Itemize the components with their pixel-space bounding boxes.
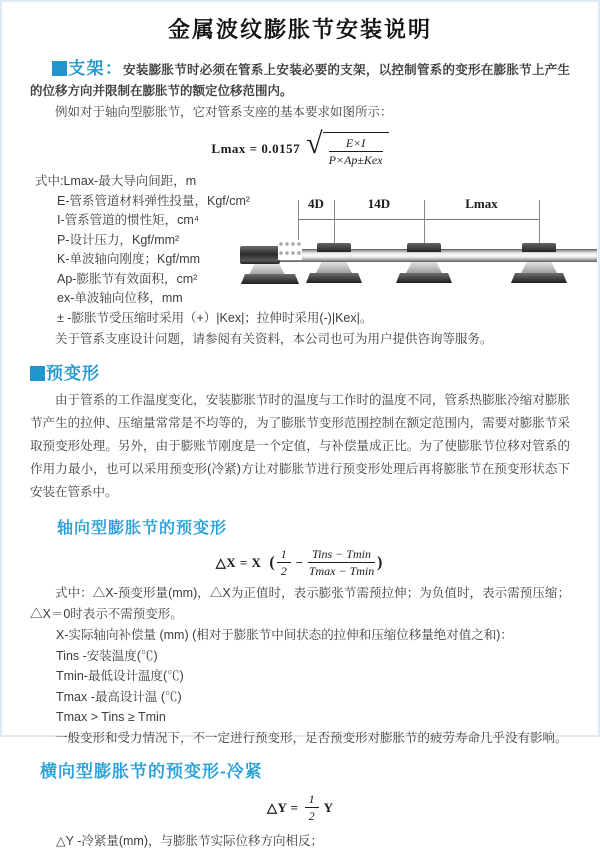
half-numerator: 1 [277,547,291,563]
support-base [306,273,362,283]
predeform-body: 由于管系的工作温度变化，安装膨胀节时的温度与工作时的温度不同，管系热膨胀冷缩对膨胀节产生的拉伸、压缩量常常是不均等的，为了膨胀节变形范围控制在额定范围内，需要对膨胀节采取预变形处理。另外，由于膨账节刚度是一个定值，与补偿量成正比。为了使膨胀节位移对管系的作用力最小，也可以采用预变形(冷紧)方让对膨胀节进行预变形处理后再将膨胀节在预变形状态下安装在管系中。 [30,393,570,499]
close-paren: ) [376,553,383,571]
support-intro-text: 安装膨胀节时必须在管系上安装必要的支架，以控制管系的变形在膨胀节上产生的位移方向并限制在膨胀节的额定位移范围内。 [30,63,570,98]
dy-formula-rhs: Y [323,799,333,815]
radicand [323,132,389,167]
dy-formula-lhs: △Y = [267,799,299,815]
predeform-heading-row [30,363,570,386]
section-marker-icon [30,366,45,381]
definition-item: P-设计压力，Kgf/mm² [57,232,180,247]
minus-operator: − [295,554,304,570]
support-note: 关于管系支座设计问题，请参阅有关资料，本公司也可为用户提供咨询等服务。 [55,332,493,346]
dx-formula-row [30,547,570,578]
dy-half-numerator: 1 [305,792,319,808]
dx-explain: 式中：△X-预变形量(mm)，△X为正值时，表示膨张节需预拉伸；为负值时，表示需预压缩；△X＝0时表示不需预变形。 [30,586,570,621]
dimension-label-4d: 4D [308,196,324,211]
lmax-fraction-denominator: P×Ap±Kex [328,153,383,167]
radical-sign: √ [306,127,323,160]
open-paren: ( [269,553,275,571]
dy-formula-row [30,792,570,823]
dy-explain: △Y -冷紧量(mm)，与膨胀节实际位移方向相反； [56,834,324,848]
half-denominator: 2 [280,564,287,578]
pipe-support-diagram [240,196,600,294]
half-fraction [277,547,291,578]
lmax-formula-row [30,127,570,167]
axial-item-list [30,625,570,728]
guide-support [306,243,362,284]
dx-formula-lhs: △X = X [215,554,262,570]
temp-denominator: Tmax − Tmin [308,564,375,578]
definition-item: ± -膨胀节受压缩时采用（+）|Kex|；拉伸时采用(-)|Kex|。 [57,310,373,325]
lmax-formula [211,127,388,167]
support-pedestal [406,262,442,273]
dimension-label-14d: 14D [367,196,391,211]
document-content [2,58,598,852]
definition-item: Ap-膨胀节有效面积，cm² [57,271,198,286]
bellows-icon [278,240,302,260]
dy-formula [267,792,333,823]
support-section-heading: 支架： [68,59,124,78]
definition-item: I-管系管道的惯性矩，cm⁴ [57,213,200,227]
page-title: 金属波纹膨胀节安装说明 [167,17,432,42]
support-pedestal [521,262,557,273]
definition-item: 式中:Lmax-最大导向间距，m [35,174,197,188]
section-marker-icon [52,61,67,76]
dimension-label-lmax: Lmax [465,196,498,211]
lmax-fraction-numerator: E×I [329,136,383,152]
predeform-section-heading: 预变形 [46,364,100,383]
guide-support [511,243,567,284]
support-cap [522,243,556,252]
axial-item: Tmax -最高设计温 (℃) [56,689,182,704]
temperature-fraction [308,547,375,578]
anchor-support [240,246,280,264]
definition-item: K-单波轴向刚度；Kgf/mm [57,252,201,266]
anchor-pedestal [249,264,285,275]
support-pedestal [316,262,352,273]
definition-item: ex-单波轴向位移，mm [57,291,183,305]
guide-support [396,243,452,284]
support-example-line: 例如对于轴向型膨胀节，它对管系支座的基本要求如图所示： [55,105,393,119]
temp-numerator: Tins − Tmin [308,547,375,563]
axial-closing: 一般变形和受力情况下，不一定进行预变形，足否预变形对膨胀节的疲劳寿命几乎没有影响。 [55,730,568,745]
support-base [511,273,567,283]
dy-half-fraction [305,792,319,823]
axial-item: Tins -安装温度(℃) [56,648,158,663]
lmax-formula-lhs: Lmax = 0.0157 [211,140,301,156]
support-base [396,273,452,283]
sqrt-radical [306,127,388,167]
axial-item: Tmin-最低设计温度(℃) [56,669,184,683]
support-cap [317,243,351,252]
support-section-intro [30,58,570,102]
lmax-fraction [329,136,383,167]
anchor-base [241,274,299,284]
axial-item: Tmax > Tins ≥ Tmin [56,710,166,724]
axial-item: X-实际轴向补偿量 (mm) (相对于膨胀节中间状态的拉伸和压缩位移量绝对值之和)： [56,628,513,642]
support-cap [407,243,441,252]
dy-half-denominator: 2 [308,809,315,823]
lateral-sub-heading: 横向型膨胀节的预变形-冷紧 [40,762,263,781]
axial-sub-heading: 轴向型膨胀节的预变形 [57,520,228,537]
dx-formula [216,547,385,578]
definition-item: E-管系管道材料弹性投量，Kgf/cm² [57,193,251,208]
